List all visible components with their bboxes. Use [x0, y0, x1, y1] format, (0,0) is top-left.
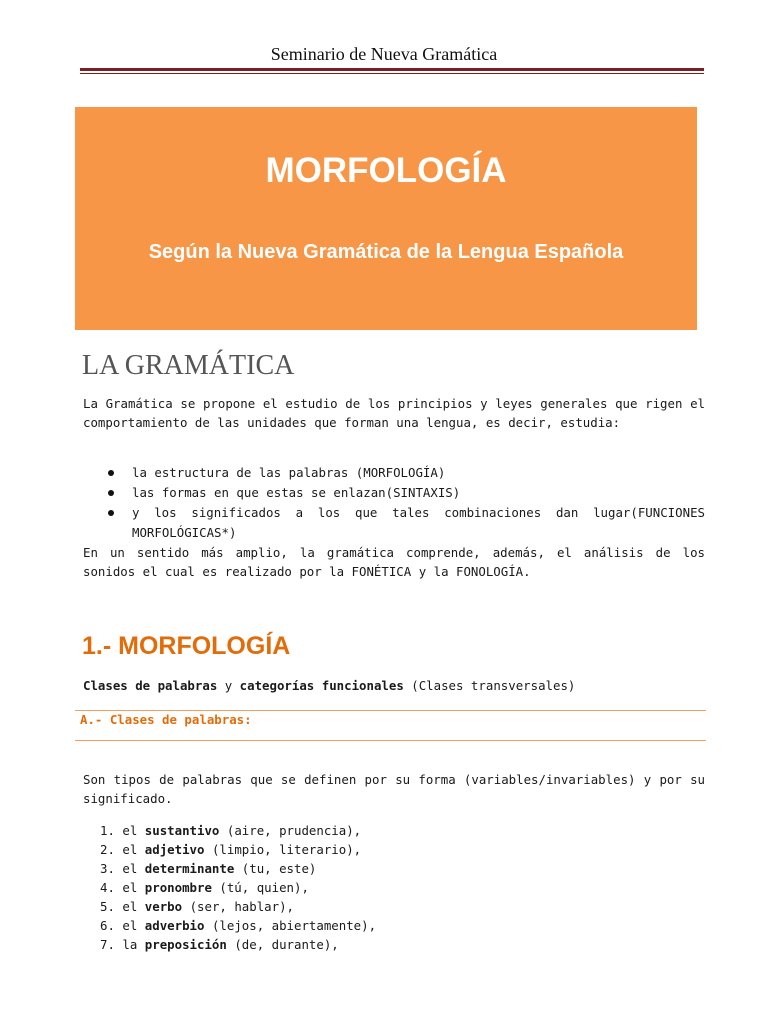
- examples-text: (tu, este): [241, 861, 317, 876]
- examples-text: (limpio, literario),: [211, 842, 362, 857]
- word-class-term: preposición: [144, 937, 227, 952]
- word-class-term: verbo: [144, 899, 183, 914]
- bullet-icon: [108, 510, 114, 516]
- connector-text: y: [217, 678, 240, 693]
- examples-text: (tú, quien),: [219, 880, 309, 895]
- list-item: [100, 859, 376, 878]
- phonetics-paragraph: En un sentido más amplio, la gramática comprende, además, el análisis de los sonidos el cual es realizado por la FONÉTICA y la FONOLOGÍA.: [83, 545, 705, 579]
- subsection-rule-bottom: [75, 740, 706, 741]
- bullet-icon: [108, 470, 114, 476]
- article-text: el: [122, 918, 138, 933]
- document-subtitle: Según la Nueva Gramática de la Lengua Española: [148, 241, 624, 263]
- word-class-term: determinante: [144, 861, 235, 876]
- title-banner: [75, 107, 697, 330]
- list-item: [100, 935, 376, 954]
- list-item: [100, 840, 376, 859]
- article-text: el: [122, 899, 138, 914]
- examples-text: (aire, prudencia),: [226, 823, 362, 838]
- list-item: [100, 821, 376, 840]
- section-heading-morfologia: 1.- MORFOLOGÍA: [82, 632, 291, 660]
- classes-description: Son tipos de palabras que se definen por su forma (variables/invariables) y por su significado.: [83, 772, 705, 806]
- list-item-text: y los significados a los que tales combinaciones dan lugar(FUNCIONES MORFOLÓGICAS*): [132, 505, 705, 540]
- article-text: el: [122, 880, 138, 895]
- list-number: 7.: [100, 937, 115, 952]
- list-item: [104, 503, 705, 543]
- examples-text: (ser, hablar),: [189, 899, 294, 914]
- subsection-heading: A.- Clases de palabras:: [80, 712, 252, 727]
- categories-term: categorías funcionales: [239, 678, 404, 693]
- list-item: [100, 878, 376, 897]
- article-text: el: [122, 823, 138, 838]
- list-number: 6.: [100, 918, 115, 933]
- header-rule-thin: [80, 73, 704, 74]
- header-rule: [80, 68, 704, 71]
- list-number: 4.: [100, 880, 115, 895]
- subsection-rule-top: [75, 710, 706, 711]
- study-areas-list: [104, 463, 705, 543]
- classes-term: Clases de palabras: [83, 678, 218, 693]
- list-item: [100, 916, 376, 935]
- word-class-term: adjetivo: [144, 842, 205, 857]
- list-item-text: la estructura de las palabras (MORFOLOGÍA): [132, 465, 446, 480]
- classes-parenthetical: (Clases transversales): [403, 678, 576, 693]
- list-number: 2.: [100, 842, 115, 857]
- list-item: [100, 897, 376, 916]
- word-class-term: sustantivo: [144, 823, 220, 838]
- examples-text: (lejos, abiertamente),: [211, 918, 377, 933]
- list-item: [104, 463, 705, 483]
- word-class-term: pronombre: [144, 880, 212, 895]
- article-text: el: [122, 842, 138, 857]
- article-text: la: [122, 937, 138, 952]
- page-header-title: Seminario de Nueva Gramática: [270, 44, 498, 64]
- intro-paragraph: La Gramática se propone el estudio de los principios y leyes generales que rigen el comportamiento de las unidades que forman una lengua, es decir, estudia:: [83, 396, 705, 430]
- section-heading-gramatica: LA GRAMÁTICA: [82, 350, 295, 381]
- list-number: 3.: [100, 861, 115, 876]
- list-number: 5.: [100, 899, 115, 914]
- word-class-term: adverbio: [144, 918, 205, 933]
- list-item-text: las formas en que estas se enlazan(SINTAXIS): [132, 485, 461, 500]
- list-number: 1.: [100, 823, 115, 838]
- word-classes-list: [100, 821, 376, 954]
- list-item: [104, 483, 705, 503]
- document-title: MORFOLOGÍA: [265, 151, 507, 190]
- article-text: el: [122, 861, 138, 876]
- examples-text: (de, durante),: [234, 937, 339, 952]
- bullet-icon: [108, 490, 114, 496]
- classes-line: [83, 678, 575, 693]
